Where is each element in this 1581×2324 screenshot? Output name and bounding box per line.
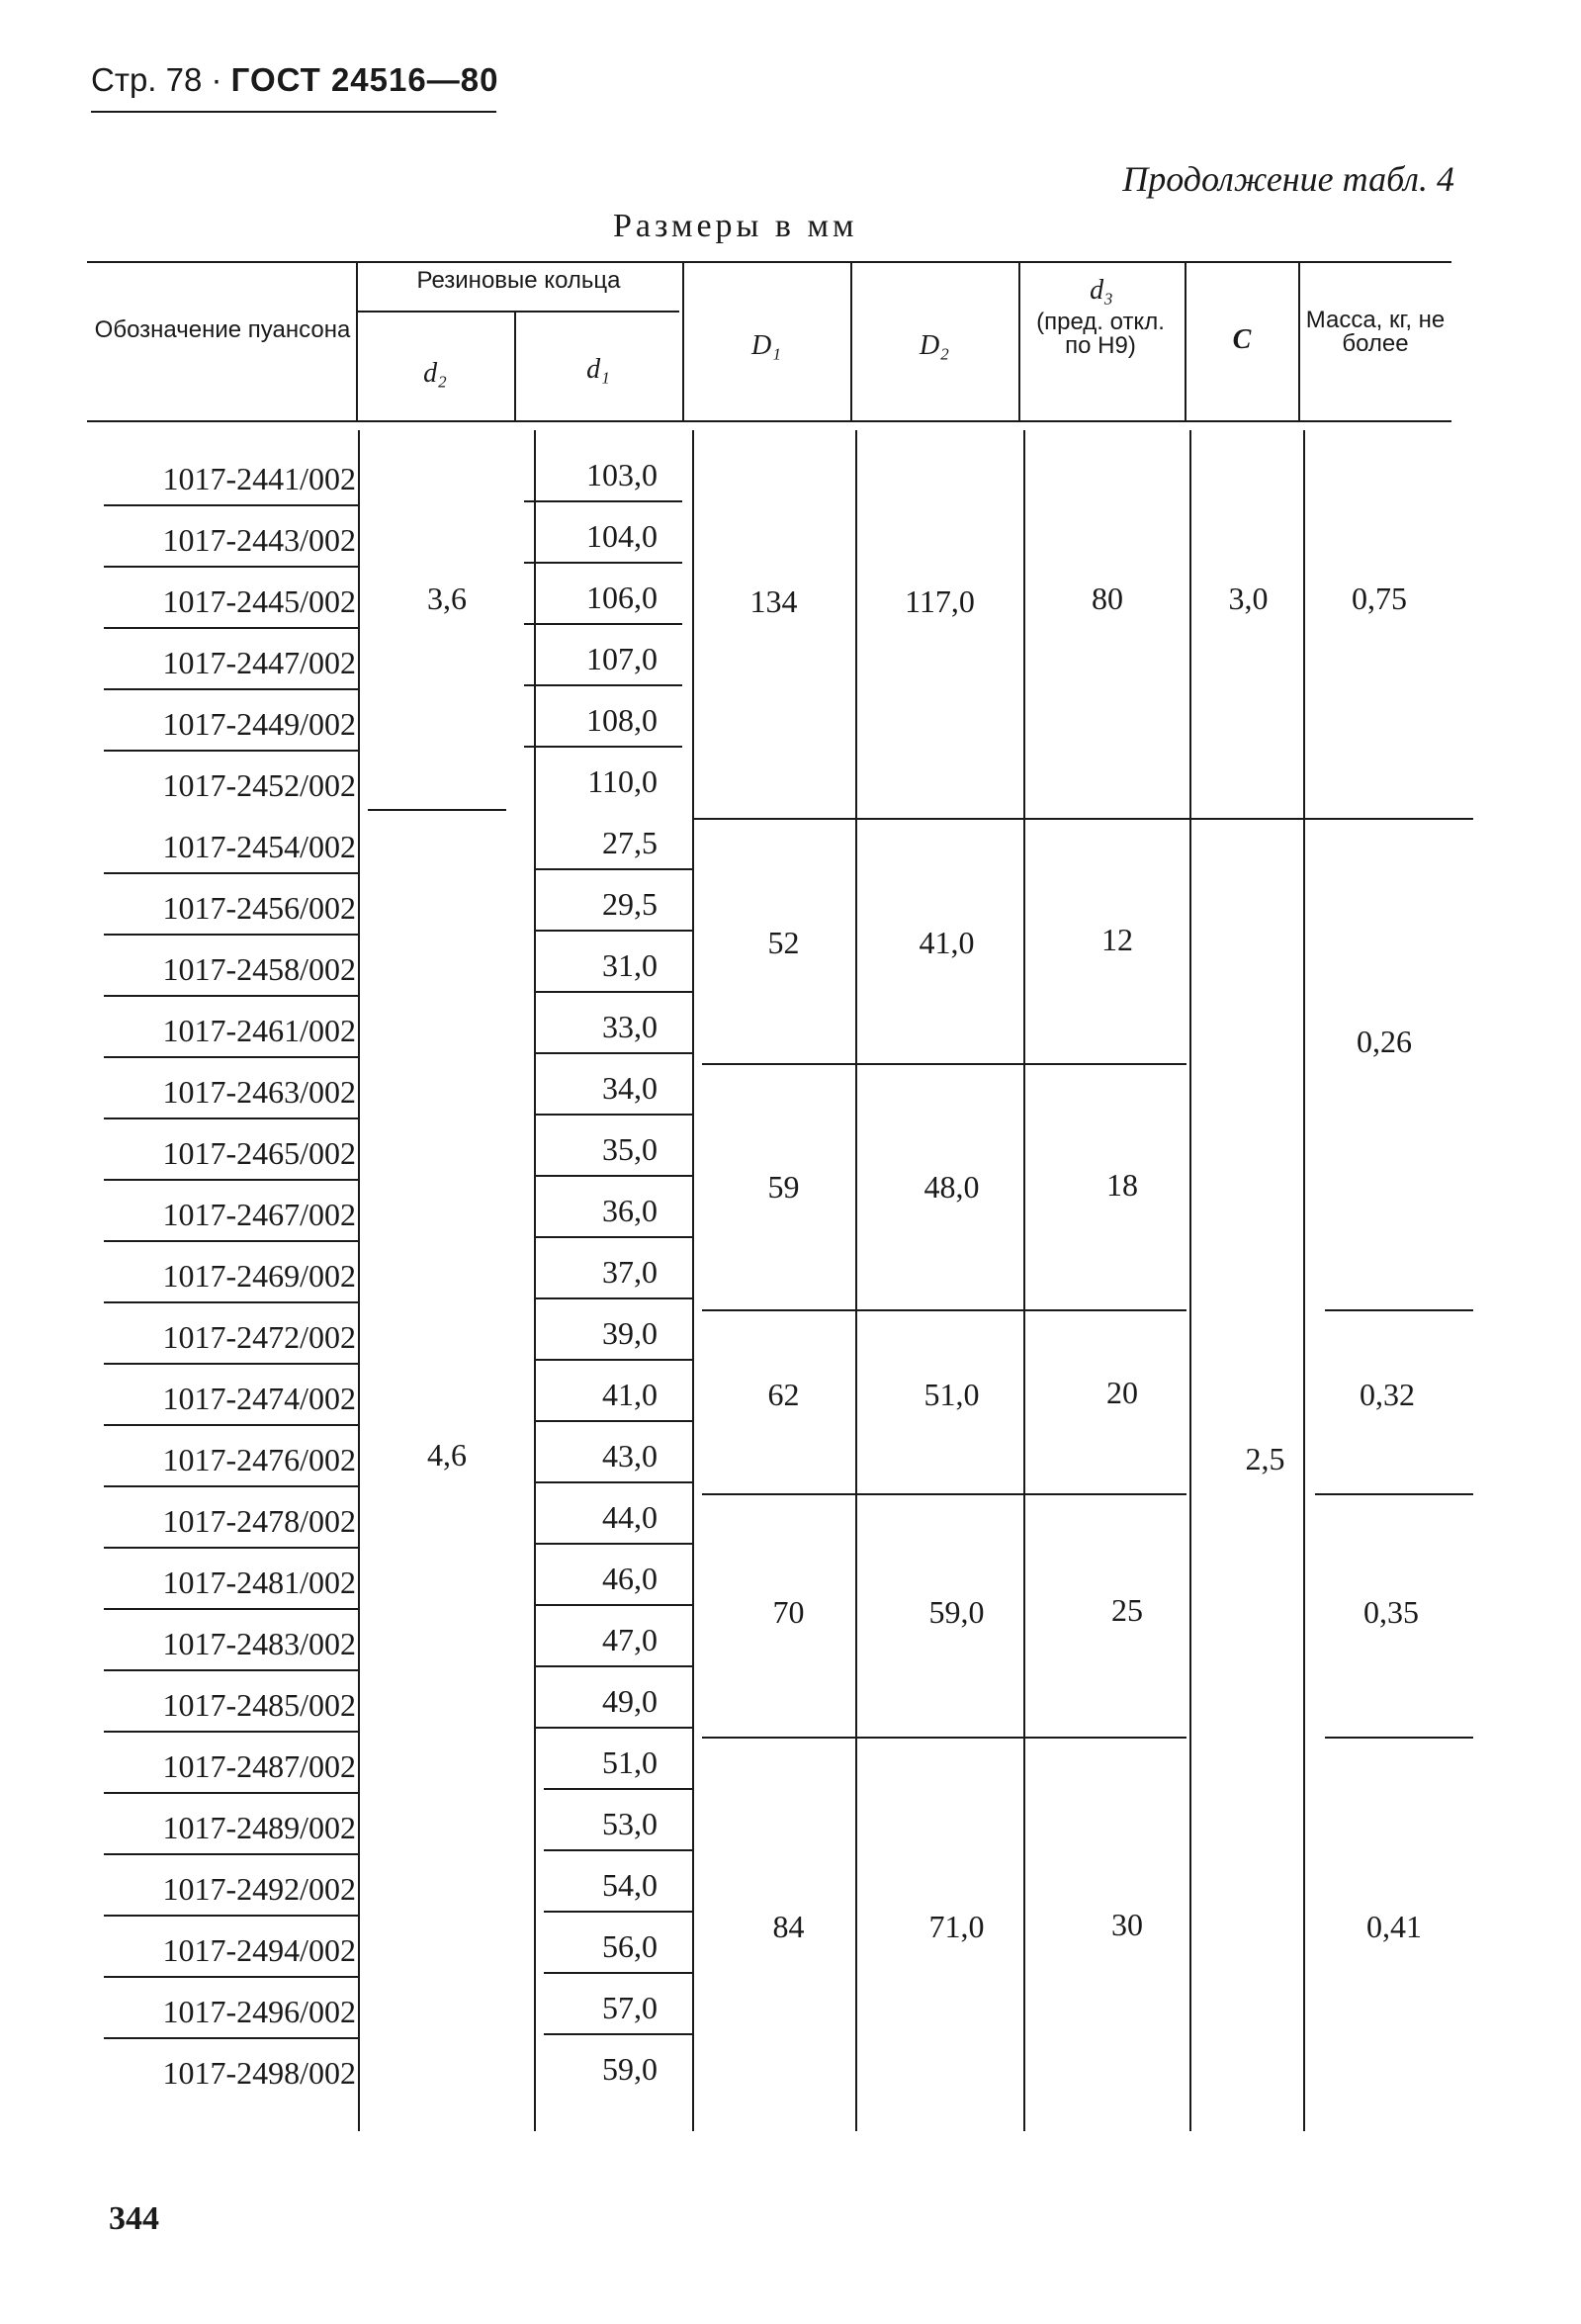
header-d2: d₂ (423, 358, 447, 389)
row-d1: 53,0 (602, 1806, 658, 1841)
row-code: 1017-2456/002 (162, 890, 356, 926)
row-rule (534, 1543, 692, 1545)
group-D2: 71,0 (928, 1909, 985, 1944)
group-D1: 70 (772, 1594, 805, 1630)
page-prefix: Стр. 78 · (91, 61, 222, 98)
row-rule (104, 1363, 358, 1365)
row-code: 1017-2454/002 (162, 829, 356, 864)
row-d1: 59,0 (602, 2051, 658, 2087)
row-rule (534, 1665, 692, 1667)
row-rule (534, 1359, 692, 1361)
row-code: 1017-2445/002 (162, 583, 356, 619)
row-d1: 54,0 (602, 1867, 658, 1903)
row-d1: 35,0 (602, 1131, 658, 1167)
continuation-note: Продолжение табл. 4 (1122, 159, 1454, 199)
group-D1: 62 (767, 1377, 800, 1412)
row-rule (104, 1240, 358, 1242)
row-rule (104, 1424, 358, 1426)
group-mass: 0,75 (1352, 581, 1407, 616)
body-divider (692, 430, 694, 2131)
row-rule (544, 1972, 692, 1974)
row-rule (524, 562, 682, 564)
body-divider (358, 430, 360, 2131)
header-rule (91, 111, 496, 113)
row-rule (104, 1915, 358, 1917)
group-rule (1325, 1309, 1473, 1311)
row-code: 1017-2494/002 (162, 1932, 356, 1968)
group-D2: 51,0 (923, 1377, 980, 1412)
group-D2: 41,0 (919, 925, 975, 960)
page-number: 344 (109, 2200, 159, 2237)
row-rule (534, 991, 692, 993)
row-d1: 34,0 (602, 1070, 658, 1106)
body-divider (1189, 430, 1191, 2131)
row-d1: 36,0 (602, 1193, 658, 1228)
row-code: 1017-2469/002 (162, 1258, 356, 1294)
row-rule (104, 688, 358, 690)
header-d1: d₁ (586, 354, 610, 385)
row-code: 1017-2441/002 (162, 461, 356, 496)
row-d1: 107,0 (586, 641, 658, 676)
row-d1: 51,0 (602, 1744, 658, 1780)
row-rule (524, 684, 682, 686)
group-D2: 48,0 (923, 1169, 980, 1205)
row-code: 1017-2447/002 (162, 645, 356, 680)
row-rule (534, 930, 692, 932)
row-d1: 57,0 (602, 1990, 658, 2025)
row-rule (534, 1420, 692, 1422)
header-designation: Обозначение пуансона (94, 316, 351, 343)
group-D2: 117,0 (905, 583, 975, 619)
row-d1: 44,0 (602, 1499, 658, 1535)
row-rule (104, 995, 358, 997)
row-d1: 37,0 (602, 1254, 658, 1290)
row-d1: 103,0 (586, 457, 658, 492)
row-code: 1017-2496/002 (162, 1994, 356, 2029)
header-D2: D₂ (920, 330, 949, 361)
row-code: 1017-2489/002 (162, 1810, 356, 1845)
row-d1: 31,0 (602, 947, 658, 983)
row-rule (534, 868, 692, 870)
group-rule (692, 818, 1473, 820)
row-rule (104, 627, 358, 629)
row-rule (534, 1727, 692, 1729)
group-d2: 4,6 (427, 1437, 467, 1473)
row-d1: 39,0 (602, 1315, 658, 1351)
group-D1: 134 (749, 583, 798, 619)
row-rule (104, 1547, 358, 1549)
row-code: 1017-2492/002 (162, 1871, 356, 1907)
row-d1: 27,5 (602, 825, 658, 860)
row-d1: 29,5 (602, 886, 658, 922)
group-rule (702, 1063, 1186, 1065)
row-rule (104, 2037, 358, 2039)
header-rubber-rings: Резиновые кольца (416, 267, 621, 294)
group-mass: 0,32 (1360, 1377, 1415, 1412)
row-rule (104, 1976, 358, 1978)
row-rule (104, 1485, 358, 1487)
group-rule (702, 1737, 1186, 1739)
row-rule (524, 746, 682, 748)
row-rule (534, 1236, 692, 1238)
row-rule (534, 1604, 692, 1606)
row-rule (534, 1481, 692, 1483)
row-rule (104, 1179, 358, 1181)
row-rule (544, 2033, 692, 2035)
row-code: 1017-2487/002 (162, 1748, 356, 1784)
body-divider (1023, 430, 1025, 2131)
row-rule (104, 750, 358, 752)
row-rule (524, 623, 682, 625)
row-rule (104, 1608, 358, 1610)
row-rule (534, 1175, 692, 1177)
group-D1: 84 (772, 1909, 805, 1944)
row-rule (544, 1849, 692, 1851)
row-rule (104, 1301, 358, 1303)
body-divider (1303, 430, 1305, 2131)
group-D2: 59,0 (928, 1594, 985, 1630)
row-code: 1017-2458/002 (162, 951, 356, 987)
row-d1: 33,0 (602, 1009, 658, 1044)
group-C: 3,0 (1228, 581, 1269, 616)
header-d3: d₃ (1090, 275, 1113, 306)
group-d3: 30 (1111, 1907, 1143, 1942)
row-code: 1017-2476/002 (162, 1442, 356, 1477)
group-C: 2,5 (1245, 1441, 1285, 1476)
group-mass: 0,41 (1366, 1909, 1422, 1944)
row-d1: 104,0 (586, 518, 658, 554)
group-d3: 18 (1106, 1167, 1138, 1203)
row-rule (104, 1731, 358, 1733)
row-code: 1017-2465/002 (162, 1135, 356, 1171)
standard-number: ГОСТ 24516—80 (230, 61, 499, 98)
row-rule (524, 500, 682, 502)
row-d1: 43,0 (602, 1438, 658, 1474)
row-rule (104, 934, 358, 936)
row-code: 1017-2463/002 (162, 1074, 356, 1110)
row-code: 1017-2485/002 (162, 1687, 356, 1723)
group-D1: 59 (767, 1169, 800, 1205)
row-d1: 106,0 (586, 580, 658, 615)
row-rule (534, 1297, 692, 1299)
group-mass: 0,26 (1357, 1024, 1412, 1059)
header-d3-tolerance: (пред. откл. по H9) (1036, 309, 1165, 359)
row-rule (104, 1853, 358, 1855)
rubber-rings-subrule (358, 311, 679, 313)
row-rule (104, 566, 358, 568)
row-d1: 41,0 (602, 1377, 658, 1412)
units-caption: Размеры в мм (613, 208, 858, 244)
row-code: 1017-2443/002 (162, 522, 356, 558)
group-rule (368, 809, 506, 811)
row-rule (534, 1114, 692, 1116)
row-rule (104, 1056, 358, 1058)
row-code: 1017-2467/002 (162, 1197, 356, 1232)
group-rule (1325, 1737, 1473, 1739)
group-rule (702, 1493, 1186, 1495)
row-rule (104, 1669, 358, 1671)
group-rule (702, 1309, 1186, 1311)
row-d1: 108,0 (586, 702, 658, 738)
group-mass: 0,35 (1363, 1594, 1419, 1630)
row-d1: 47,0 (602, 1622, 658, 1657)
body-divider (855, 430, 857, 2131)
group-D1: 52 (767, 925, 800, 960)
header-mass: Масса, кг, не более (1305, 307, 1446, 357)
row-rule (534, 1052, 692, 1054)
row-d1: 49,0 (602, 1683, 658, 1719)
header-C: C (1232, 324, 1252, 355)
row-code: 1017-2474/002 (162, 1381, 356, 1416)
row-rule (104, 1792, 358, 1794)
group-d3: 80 (1092, 581, 1123, 616)
header-D1: D₁ (751, 330, 781, 361)
group-d3: 25 (1111, 1592, 1143, 1628)
table-top-rule (87, 261, 1451, 263)
row-d1: 46,0 (602, 1561, 658, 1596)
row-code: 1017-2498/002 (162, 2055, 356, 2091)
row-code: 1017-2461/002 (162, 1013, 356, 1048)
row-rule (104, 1117, 358, 1119)
row-rule (104, 872, 358, 874)
row-rule (544, 1911, 692, 1913)
group-d2: 3,6 (427, 581, 467, 616)
row-code: 1017-2449/002 (162, 706, 356, 742)
page-header (91, 61, 498, 99)
group-rule (1315, 1493, 1473, 1495)
group-d3: 12 (1101, 922, 1133, 957)
row-code: 1017-2478/002 (162, 1503, 356, 1539)
row-d1: 56,0 (602, 1928, 658, 1964)
row-d1: 110,0 (587, 763, 658, 799)
group-d3: 20 (1106, 1375, 1138, 1410)
row-rule (544, 1788, 692, 1790)
row-code: 1017-2483/002 (162, 1626, 356, 1661)
row-code: 1017-2452/002 (162, 767, 356, 803)
row-code: 1017-2472/002 (162, 1319, 356, 1355)
row-code: 1017-2481/002 (162, 1564, 356, 1600)
table-header-bottom-rule (87, 420, 1451, 422)
row-rule (104, 504, 358, 506)
